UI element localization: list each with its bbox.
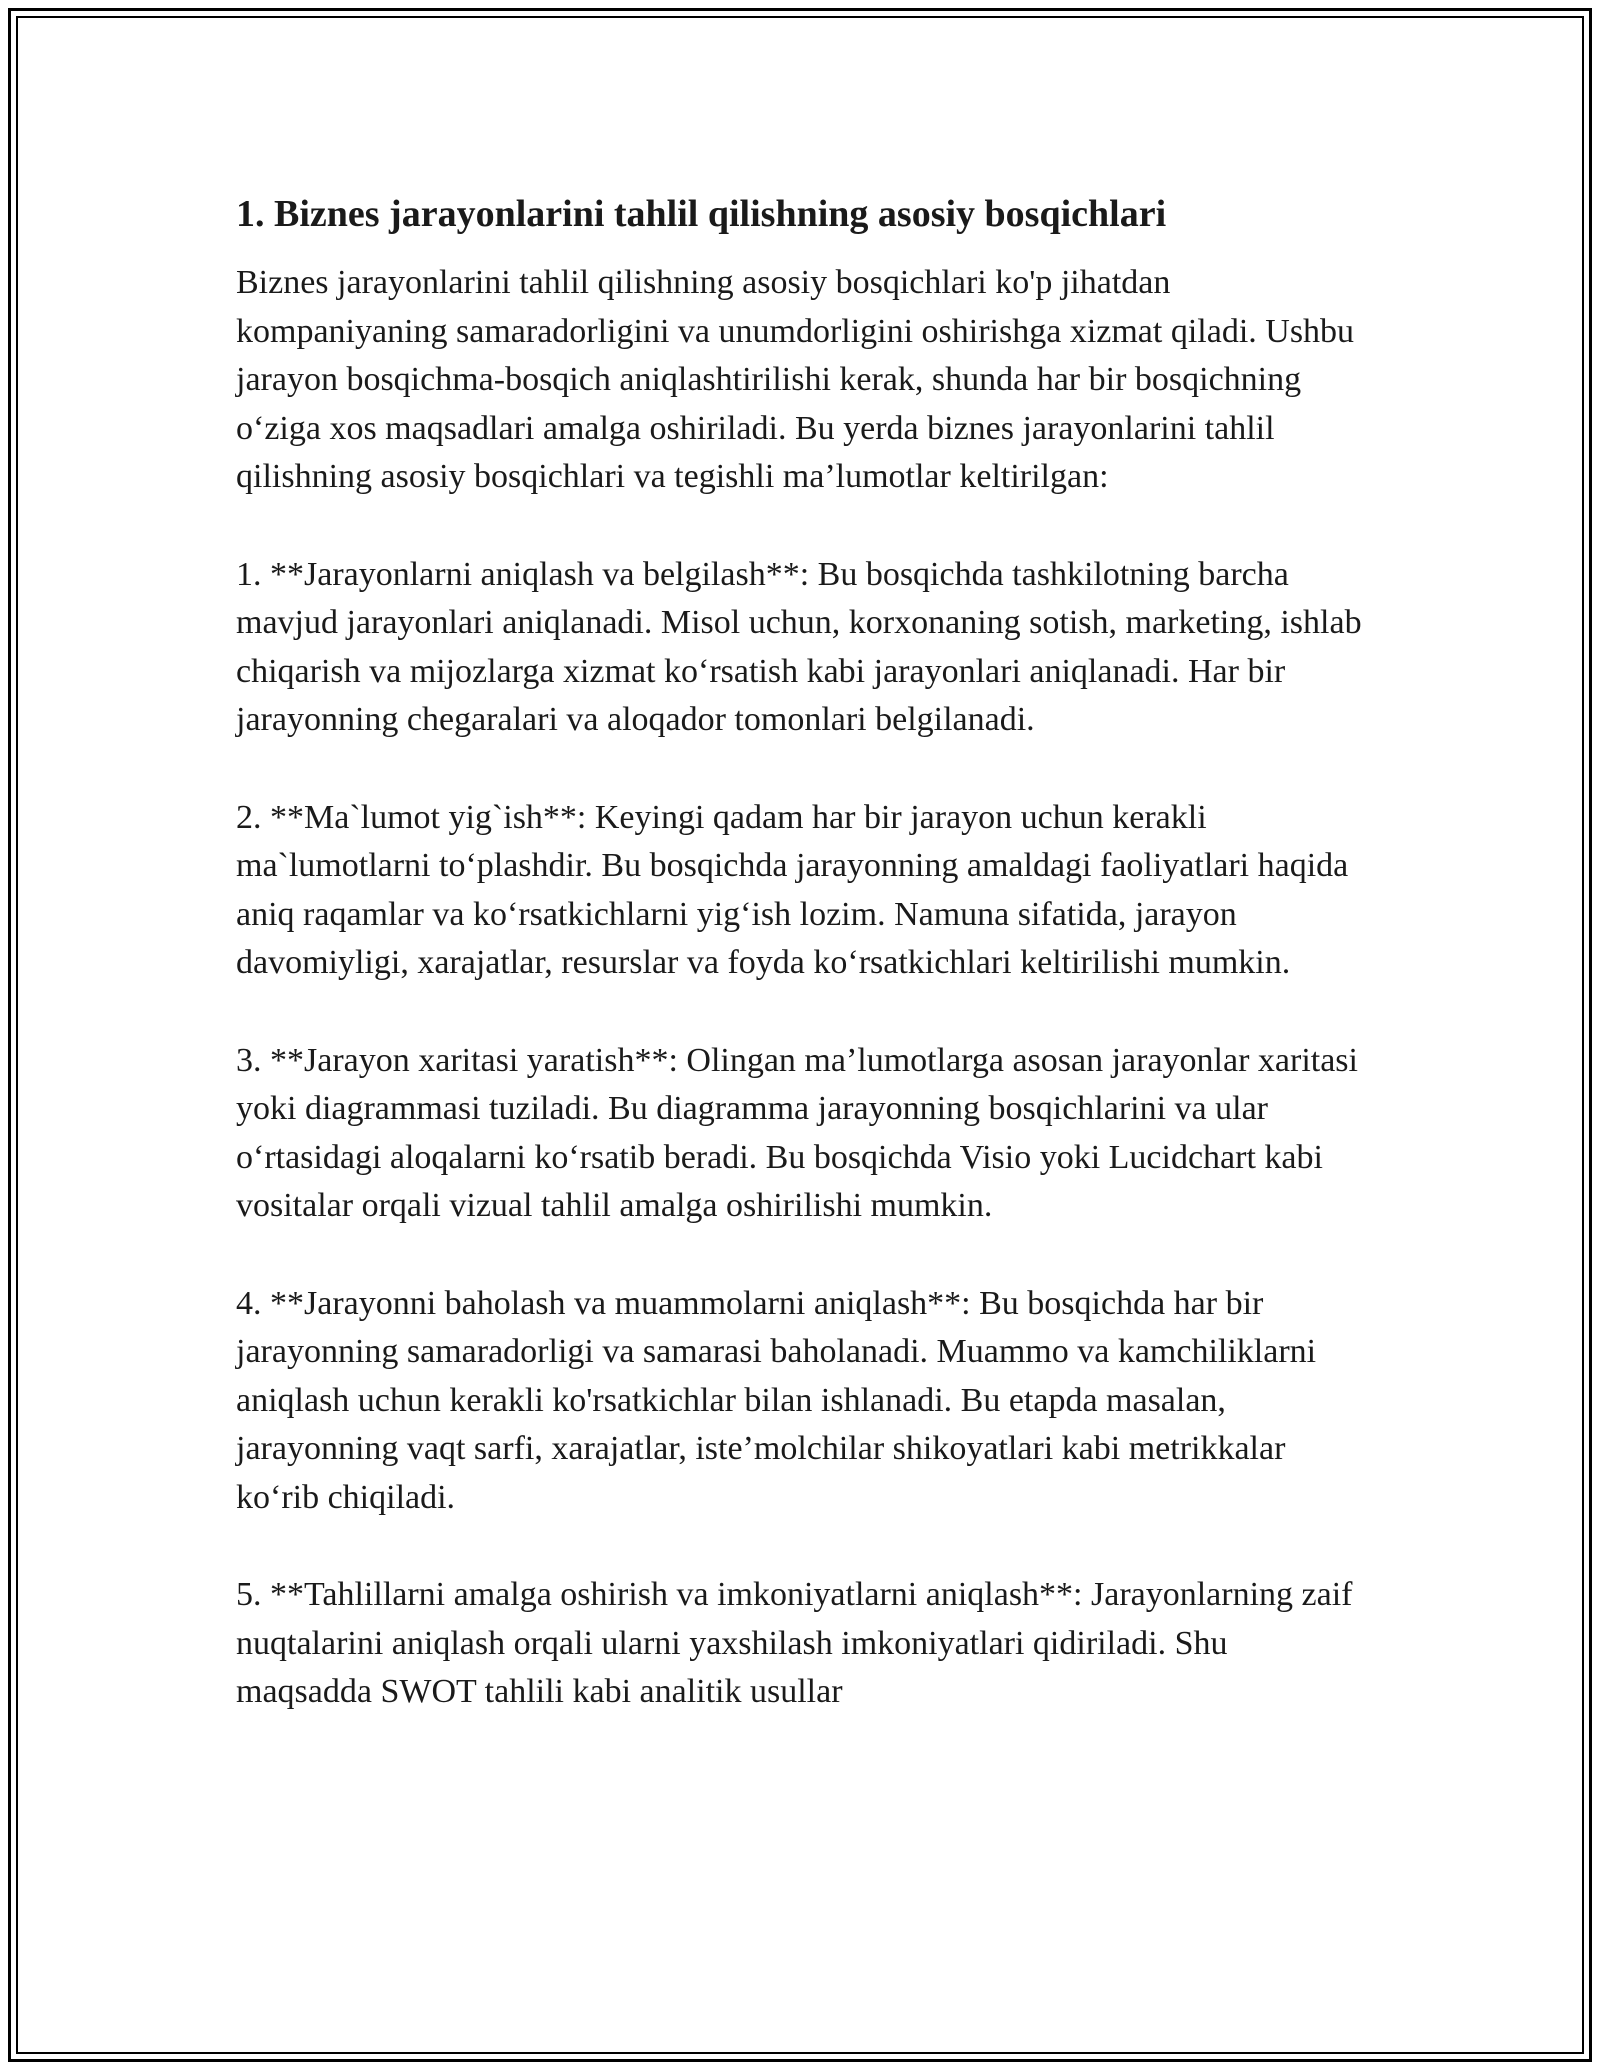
step-1-paragraph: 1. **Jarayonlarni aniqlash va belgilash**: Bu bosqichda tashkilotning barcha mavjud jarayonlari aniqlanadi. Misol uchun, korxonaning sotish, marketing, ishlab chiqarish va mijozlarga xizmat ko‘rsatish kabi jarayonlari aniqlanadi. Har bir jarayonning chegaralari va aloqador tomonlari belgilanadi. (236, 555, 1362, 738)
step-4-paragraph: 4. **Jarayonni baholash va muammolarni aniqlash**: Bu bosqichda har bir jarayonning samaradorligi va samarasi baholanadi. Muammo va kamchiliklarni aniqlash uchun kerakli ko'rsatkichlar bilan ishlanadi. Bu etapda masalan, jarayonning vaqt sarfi, xarajatlar, iste’molchilar shikoyatlari kabi metrikkalar ko‘rib chiqiladi. (236, 1284, 1317, 1516)
step-2-paragraph: 2. **Ma`lumot yig`ish**: Keyingi qadam har bir jarayon uchun kerakli ma`lumotlarni to‘plashdir. Bu bosqichda jarayonning amaldagi faoliyatlari haqida aniq raqamlar va ko‘rsatkichlarni yig‘ish lozim. Namuna sifatida, jarayon davomiyligi, xarajatlar, resurslar va foyda ko‘rsatkichlari keltirilishi mumkin. (236, 798, 1349, 981)
step-5-paragraph: 5. **Tahlillarni amalga oshirish va imkoniyatlarni aniqlash**: Jarayonlarning zaif nuqtalarini aniqlash orqali ularni yaxshilash imkoniyatlari qidiriladi. Shu maqsadda SWOT tahlili kabi analitik usullar (236, 1576, 1353, 1710)
section-heading: 1. Biznes jarayonlarini tahlil qilishning asosiy bosqichlari (236, 193, 1167, 235)
document-body (236, 184, 1366, 1717)
intro-paragraph: Biznes jarayonlarini tahlil qilishning asosiy bosqichlari ko'p jihatdan kompaniyaning samaradorligini va unumdorligini oshirishga xizmat qiladi. Ushbu jarayon bosqichma-bosqich aniqlashtirilishi kerak, shunda har bir bosqichning o‘ziga xos maqsadlari amalga oshiriladi. Bu yerda biznes jarayonlarini tahlil qilishning asosiy bosqichlari va tegishli ma’lumotlar keltirilgan: (236, 264, 1355, 495)
step-3-paragraph: 3. **Jarayon xaritasi yaratish**: Olingan ma’lumotlarga asosan jarayonlar xaritasi yoki diagrammasi tuziladi. Bu diagramma jarayonning bosqichlarini va ular o‘rtasidagi aloqalarni ko‘rsatib beradi. Bu bosqichda Visio yoki Lucidchart kabi vositalar orqali vizual tahlil amalga oshirilishi mumkin. (236, 1041, 1358, 1224)
